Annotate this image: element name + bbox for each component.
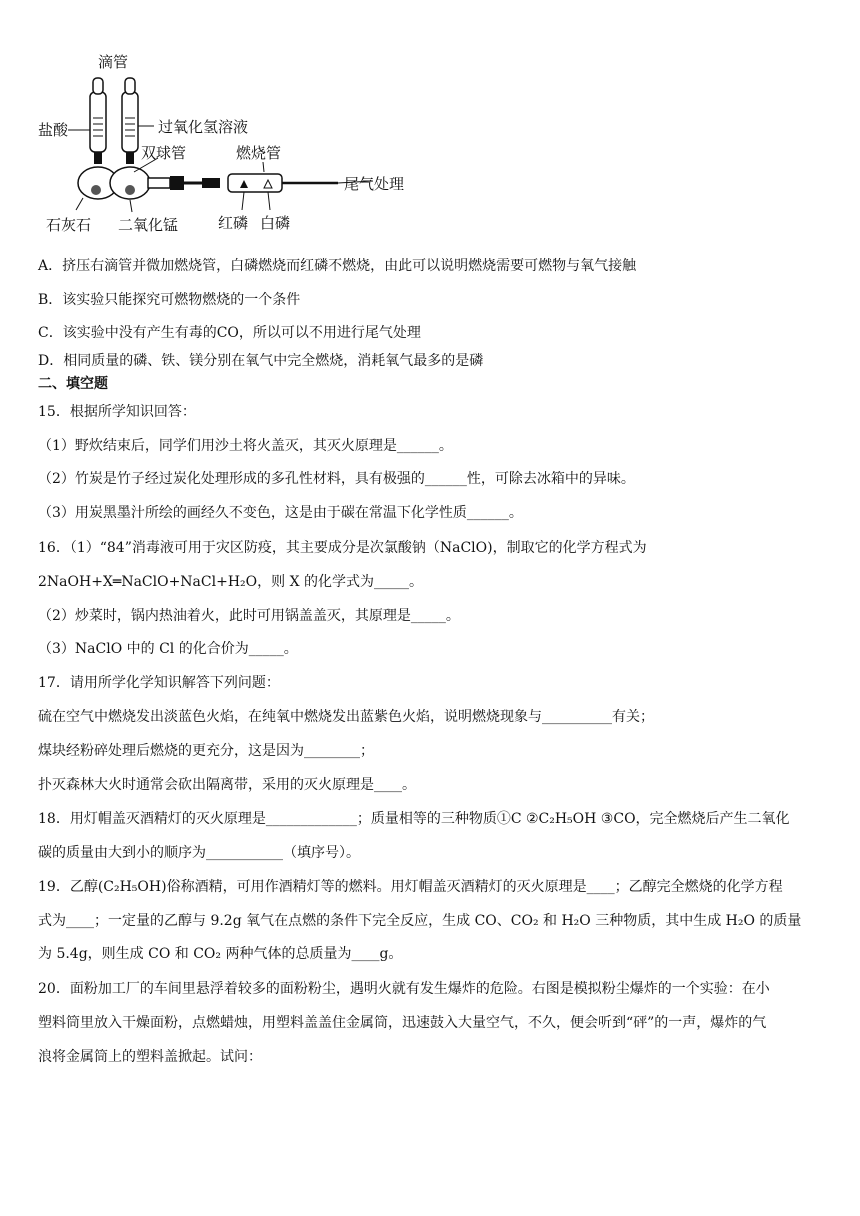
option-c: C．该实验中没有产生有毒的CO，所以可以不用进行尾气处理 bbox=[38, 325, 421, 341]
left-dropper-bulb bbox=[93, 78, 103, 94]
q15-part3: （3）用炭黑墨汁所绘的画经久不变色，这是由于碳在常温下化学性质______。 bbox=[38, 505, 523, 521]
label-white-p: 白磷 bbox=[260, 214, 291, 232]
q16-part2: （2）炒菜时，锅内热油着火，此时可用锅盖盖灭，其原理是_____。 bbox=[38, 608, 460, 624]
q17-line3: 扑灭森林大火时通常会砍出隔离带，采用的灭火原理是____。 bbox=[38, 777, 416, 793]
label-mno2: 二氧化锰 bbox=[118, 216, 179, 234]
q19-line1: 19．乙醇(C₂H₅OH)俗称酒精，可用作酒精灯等的燃料。用灯帽盖灭酒精灯的灭火原理是____；乙醇完全燃烧的化学方程 bbox=[38, 879, 783, 895]
q20-line3: 浪将金属筒上的塑料盖掀起。试问： bbox=[38, 1049, 262, 1065]
q16-stem: 16．（1）“84”消毒液可用于灾区防疫，其主要成分是次氯酸钠（NaClO)，制取它的化学方程式为 bbox=[38, 540, 647, 556]
label-limestone: 石灰石 bbox=[46, 216, 92, 234]
q20-line1: 20．面粉加工厂的车间里悬浮着较多的面粉粉尘，遇明火就有发生爆炸的危险。右图是模拟粉尘爆炸的一个实验：在小 bbox=[38, 981, 770, 997]
label-combustion-tube: 燃烧管 bbox=[236, 144, 282, 162]
combustion-tube bbox=[228, 174, 282, 192]
option-a: A．挤压右滴管并微加燃烧管，白磷燃烧而红磷不燃烧，由此可以说明燃烧需要可燃物与氧气接触 bbox=[38, 258, 637, 274]
option-b: B．该实验只能探究可燃物燃烧的一个条件 bbox=[38, 292, 301, 308]
right-dropper bbox=[122, 92, 138, 152]
q19-line2: 式为____；一定量的乙醇与 9.2g 氧气在点燃的条件下完全反应，生成 CO、CO₂ 和 H₂O 三种物质，其中生成 H₂O 的质量 bbox=[38, 913, 802, 929]
right-dropper-bulb bbox=[125, 78, 135, 94]
left-dropper bbox=[90, 92, 106, 152]
section-title: 二、填空题 bbox=[38, 376, 108, 392]
label-h2o2: 过氧化氢溶液 bbox=[158, 118, 249, 136]
label-red-p: 红磷 bbox=[218, 214, 249, 232]
option-d: D．相同质量的磷、铁、镁分别在氧气中完全燃烧，消耗氧气最多的是磷 bbox=[38, 353, 484, 369]
q19-line3: 为 5.4g，则生成 CO 和 CO₂ 两种气体的总质量为____g。 bbox=[38, 946, 403, 962]
left-dropper-tip bbox=[94, 152, 102, 164]
label-dropper: 滴管 bbox=[98, 53, 129, 71]
q17-line1: 硫在空气中燃烧发出淡蓝色火焰，在纯氧中燃烧发出蓝紫色火焰，说明燃烧现象与__________有关； bbox=[38, 709, 654, 725]
label-double-bulb: 双球管 bbox=[141, 144, 187, 162]
apparatus-diagram bbox=[38, 50, 418, 245]
q18-line1: 18．用灯帽盖灭酒精灯的灭火原理是_____________；质量相等的三种物质①C ②C₂H₅OH ③CO，完全燃烧后产生二氧化 bbox=[38, 811, 790, 827]
q15-part1: （1）野炊结束后，同学们用沙土将火盖灭，其灭火原理是______。 bbox=[38, 438, 453, 454]
q18-line2: 碳的质量由大到小的顺序为___________（填序号）。 bbox=[38, 845, 360, 861]
q15-stem: 15．根据所学知识回答： bbox=[38, 404, 196, 420]
q20-line2: 塑料筒里放入干燥面粉，点燃蜡烛，用塑料盖盖住金属筒，迅速鼓入大量空气，不久，便会听到“砰”的一声，爆炸的气 bbox=[38, 1015, 767, 1031]
q16-equation: 2NaOH+X═NaClO+NaCl+H₂O，则 X 的化学式为_____。 bbox=[38, 574, 423, 590]
label-exhaust: 尾气处理 bbox=[344, 175, 405, 193]
label-hcl: 盐酸 bbox=[38, 121, 69, 139]
q16-part3: （3）NaClO 中的 Cl 的化合价为_____。 bbox=[38, 641, 298, 657]
q17-line2: 煤块经粉碎处理后燃烧的更充分，这是因为________； bbox=[38, 743, 374, 759]
right-dropper-tip bbox=[126, 152, 134, 164]
q17-stem: 17．请用所学化学知识解答下列问题： bbox=[38, 675, 280, 691]
q15-part2: （2）竹炭是竹子经过炭化处理形成的多孔性材料，具有极强的______性，可除去冰箱中的异味。 bbox=[38, 471, 635, 487]
